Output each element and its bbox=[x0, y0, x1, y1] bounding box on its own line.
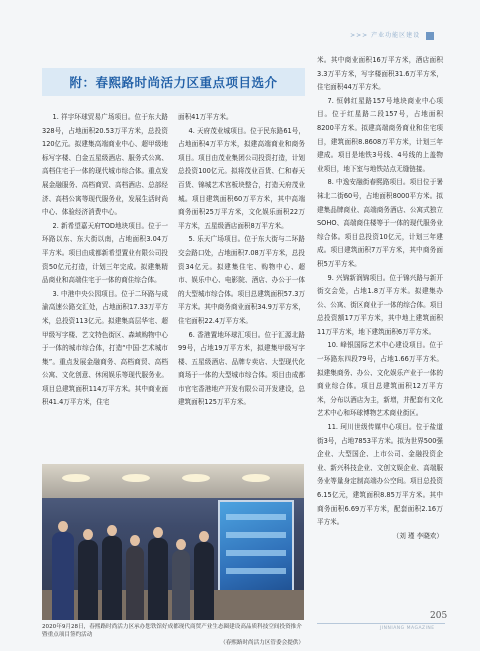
footer-divider bbox=[317, 623, 445, 624]
photo-person bbox=[194, 542, 214, 620]
footer-label: JINNIANG MAGAZINE bbox=[380, 626, 435, 631]
paragraph: 面积41万平方米。 bbox=[178, 113, 233, 121]
article-title-box bbox=[42, 68, 305, 96]
text-column-1 bbox=[42, 111, 168, 410]
text-column-3 bbox=[317, 54, 443, 543]
paragraph: 9. 兴锦新润锦项目。位于锦兴路与新开街交会处，占地1.8万平方米。拟建集办公、公寓、街区商业于一体的综合体。项目总投资额17万平方米，其中地上建筑面积11万平方米，地下建筑面积6万平方米。 bbox=[317, 273, 443, 336]
photo-person bbox=[148, 538, 168, 620]
photo-lamp bbox=[242, 474, 270, 482]
photo-lamp bbox=[122, 474, 150, 482]
header-square-icon bbox=[426, 32, 434, 40]
paragraph: 3. 中港中央公园项目。位于二环路与成渝高速公路交汇处，占地面积17.33万平方米，总投资113亿元。拟建集高层华宅、超甲级写字楼、艺文特色街区、森域购物中心于一体的城市综合体，打造“中国·艺术城市集”。重点发展金融商务、高档商贸、高档公寓、文化创意、休闲娱乐等现代服务业。项目总建筑面积114万平方米。其中商业面积41.4万平方米，住宅 bbox=[42, 289, 168, 407]
photo-person bbox=[172, 550, 190, 620]
author-credit: （刘 瑾 李晓欢） bbox=[392, 531, 443, 540]
photo-caption bbox=[42, 623, 304, 647]
caption-text: 2020年9月28日，春熙路时尚活力区承办您铁馆好成都现代商贸产业生态圈建设高品质科技空间投资推介暨重点项目签约活动 bbox=[42, 624, 302, 638]
paragraph: 米。其中商业面积16万平方米，酒店面积3.3万平方米，写字楼面积31.6万平方米，住宅面积44万平方米。 bbox=[317, 56, 443, 92]
photo-lamp bbox=[182, 474, 210, 482]
paragraph: 6. 香港置地环球汇项目。位于汇源北路99号，占地19万平方米，拟建集甲级写字楼、五星级酒店、品牌专卖店、大型现代化商场于一体的大型城市综合体。项目由成都市官宅香港地产开发有限公司开发建设，总建筑面积125万平方米。 bbox=[178, 330, 305, 407]
photo-person bbox=[126, 546, 144, 620]
photo-lamp bbox=[62, 474, 90, 482]
article-title: 附：春熙路时尚活力区重点项目选介 bbox=[69, 75, 278, 90]
paragraph: 11. 珂川世级传媒中心项目。位于盐道街3号，占地7853平方米。拟为世界500强企业、大型国企、上市公司、金融投资企业、新兴科技企业、文创文娱企业、高端服务业等量身定制高端办公空间。项目总投资6.15亿元，建筑面积8.85万平方米。其中商务面积6.69万平方米，配套面积2.16万平方米。 bbox=[317, 423, 443, 527]
text-column-2 bbox=[178, 111, 305, 410]
section-header bbox=[350, 30, 434, 40]
paragraph: 10. 峰银国际艺术中心建设项目。位于一环路东四段79号，占地1.66万平方米。拟建集商务、办公、文化娱乐产业于一体的商业综合体。项目总建筑面积12万平方米，分布以酒店为主，新增，并配套有文化艺术中心和环球博物艺术商业街区。 bbox=[317, 341, 443, 418]
paragraph: 7. 恒韩红星路157号地块商业中心项目。位于红星路二段157号，占地面积8200平方米。拟建高端商务商业和住宅项目，建筑面积8.8608万平方米，计划三年建成。项目是地铁3号线、4号线的上盖物业项目，地下室与地铁站点无缝链接。 bbox=[317, 96, 443, 173]
photo-display-screen bbox=[218, 500, 294, 602]
paragraph: 4. 天府茂业城项目。位于民东路61号，占地面积4万平方米，拟建高端商业和商务项目。项目由茂业集团公司投资打造，计划总投资100亿元。拟将茂业百货、仁和春天百货、锦城艺术宫板块整合，打造天府茂业城。项目建筑面积60万平方米，其中高端商务面积25万平方米，文化娱乐面积22万平方米，五星级酒店面积8万平方米。 bbox=[178, 126, 305, 230]
page-number: 205 bbox=[430, 611, 448, 621]
photo-person bbox=[78, 540, 98, 620]
section-label: >>> 产业功能区建设 bbox=[350, 32, 421, 39]
caption-credit: （春熙路时尚活力区管委会提供） bbox=[220, 640, 304, 646]
paragraph: 8. 中逸安融街春熙路项目。项目位于暑袜北二街60号，占地面积8000平方米。拟建集品牌商业、高端商务酒店、公寓式独立SOHO、高端商住楼等于一体的现代服务业综合体。项目总投资10亿元，计划三年建成。项目建筑面积7万平方米，其中商务面积5万平方米。 bbox=[317, 178, 443, 268]
paragraph: 5. 乐天广场项目。位于东大街与二环路交会路口处，占地面积7.08万平方米，总投资34亿元。拟建集住宅、购物中心、超市、娱乐中心、电影院、酒店、办公于一体的大型城市综合体。项目总建筑面积57.3万平方米。其中商务商业面积34.9万平方米，住宅面积22.4万平方米。 bbox=[178, 235, 305, 325]
photo-person bbox=[102, 536, 122, 620]
photo-person bbox=[52, 532, 74, 620]
paragraph: 2. 新希望嘉天府TOD地块项目。位于一环路以东、东大街以南，占地面积3.04万平方米。项目由成都新希望置业有限公司投资50亿元打造，计划三年完成。拟建集精品商业和高端住宅于一体的商住综合体。 bbox=[42, 221, 168, 285]
event-photo bbox=[42, 464, 304, 620]
paragraph: 1. 祥宇环球贸易广场项目。位于东大路328号，占地面积20.53万平方米，总投资120亿元。拟建集高端商业中心、超甲级地标写字楼、白金五星级酒店、服务式公寓、高档住宅于一体的现代城市综合体。重点发展金融服务、高档商贸、高档酒店、总部经济、高档公寓等现代服务业，发展生活时尚中心、体验经济消费中心。 bbox=[42, 113, 168, 217]
